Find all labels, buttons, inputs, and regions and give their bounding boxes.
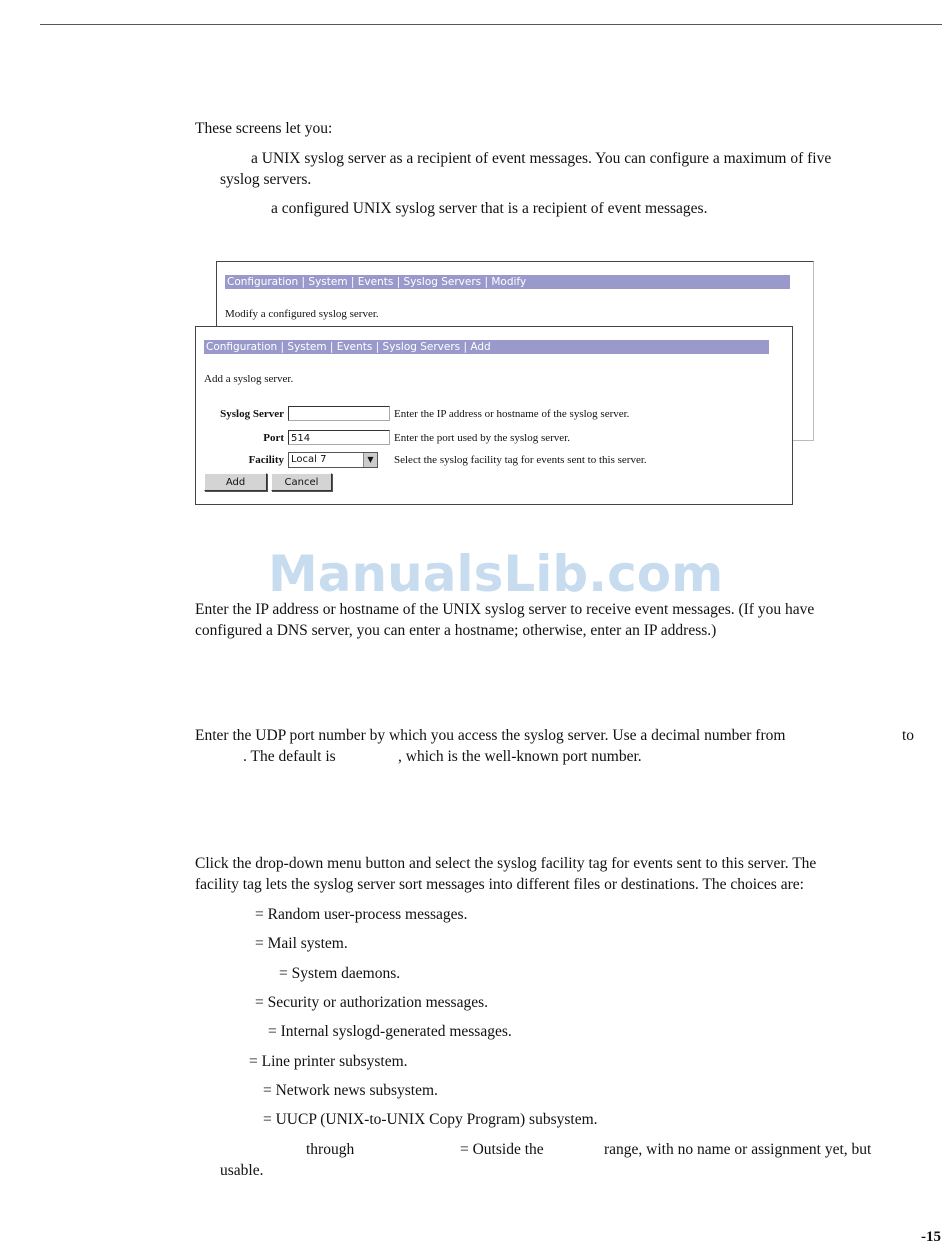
intro-text: These screens let you: xyxy=(195,120,333,137)
choice-last-through: through xyxy=(306,1141,355,1158)
choice-item: = Mail system. xyxy=(255,935,348,952)
choice-item: = Line printer subsystem. xyxy=(249,1053,408,1070)
cancel-button[interactable]: Cancel xyxy=(271,473,332,491)
port-input[interactable]: 514 xyxy=(288,430,390,445)
add-breadcrumb[interactable]: Configuration | System | Events | Syslog Servers | Add xyxy=(204,340,769,354)
server-desc-line1: Enter the IP address or hostname of the UNIX syslog server to receive event messages. (If you have xyxy=(195,601,815,618)
facility-label: Facility xyxy=(248,454,284,466)
choice-item: = Internal syslogd-generated messages. xyxy=(268,1023,512,1040)
modify-breadcrumb[interactable]: Configuration | System | Events | Syslog Servers | Modify xyxy=(225,275,790,289)
page-number: -15 xyxy=(921,1229,941,1245)
choice-last-outside: = Outside the xyxy=(460,1141,544,1158)
choice-last-range: range, with no name or assignment yet, but xyxy=(604,1141,872,1158)
port-label: Port xyxy=(263,432,284,444)
port-desc-line1: Enter the UDP port number by which you access the syslog server. Use a decimal number from xyxy=(195,727,786,744)
port-desc-line2a: . The default is xyxy=(243,748,336,765)
port-desc-line2b: , which is the well-known port number. xyxy=(398,748,642,765)
choice-item: = Security or authorization messages. xyxy=(255,994,488,1011)
bullet-add-line2: syslog servers. xyxy=(220,171,312,188)
syslog-server-label: Syslog Server xyxy=(220,408,284,420)
add-description: Add a syslog server. xyxy=(204,373,294,385)
choice-last-line2: usable. xyxy=(220,1162,264,1179)
modify-description: Modify a configured syslog server. xyxy=(225,308,379,320)
port-desc-line1-end: to xyxy=(902,727,915,744)
port-help: Enter the port used by the syslog server. xyxy=(394,432,570,444)
syslog-server-input[interactable] xyxy=(288,406,390,421)
add-screen-panel xyxy=(195,326,793,505)
bullet-add-line1: a UNIX syslog server as a recipient of event messages. You can configure a maximum of five xyxy=(251,150,832,167)
facility-help: Select the syslog facility tag for events sent to this server. xyxy=(394,454,647,466)
add-button[interactable]: Add xyxy=(204,473,267,491)
syslog-server-help: Enter the IP address or hostname of the syslog server. xyxy=(394,408,630,420)
choice-item: = UUCP (UNIX-to-UNIX Copy Program) subsystem. xyxy=(263,1111,598,1128)
server-desc-line2: configured a DNS server, you can enter a hostname; otherwise, enter an IP address.) xyxy=(195,622,717,639)
dropdown-arrow-icon[interactable]: ▼ xyxy=(363,453,377,467)
facility-select-value: Local 7 xyxy=(291,454,327,465)
choice-item: = Random user-process messages. xyxy=(255,906,468,923)
bullet-modify: a configured UNIX syslog server that is a recipient of event messages. xyxy=(271,200,708,217)
header-rule xyxy=(40,24,942,25)
choice-item: = System daemons. xyxy=(279,965,401,982)
facility-desc-line2: facility tag lets the syslog server sort messages into different files or destinations. The choices are: xyxy=(195,876,804,893)
choice-item: = Network news subsystem. xyxy=(263,1082,438,1099)
watermark: ManualsLib.com xyxy=(268,545,724,603)
facility-desc-line1: Click the drop-down menu button and select the syslog facility tag for events sent to this server. The xyxy=(195,855,817,872)
facility-select[interactable] xyxy=(288,452,378,468)
